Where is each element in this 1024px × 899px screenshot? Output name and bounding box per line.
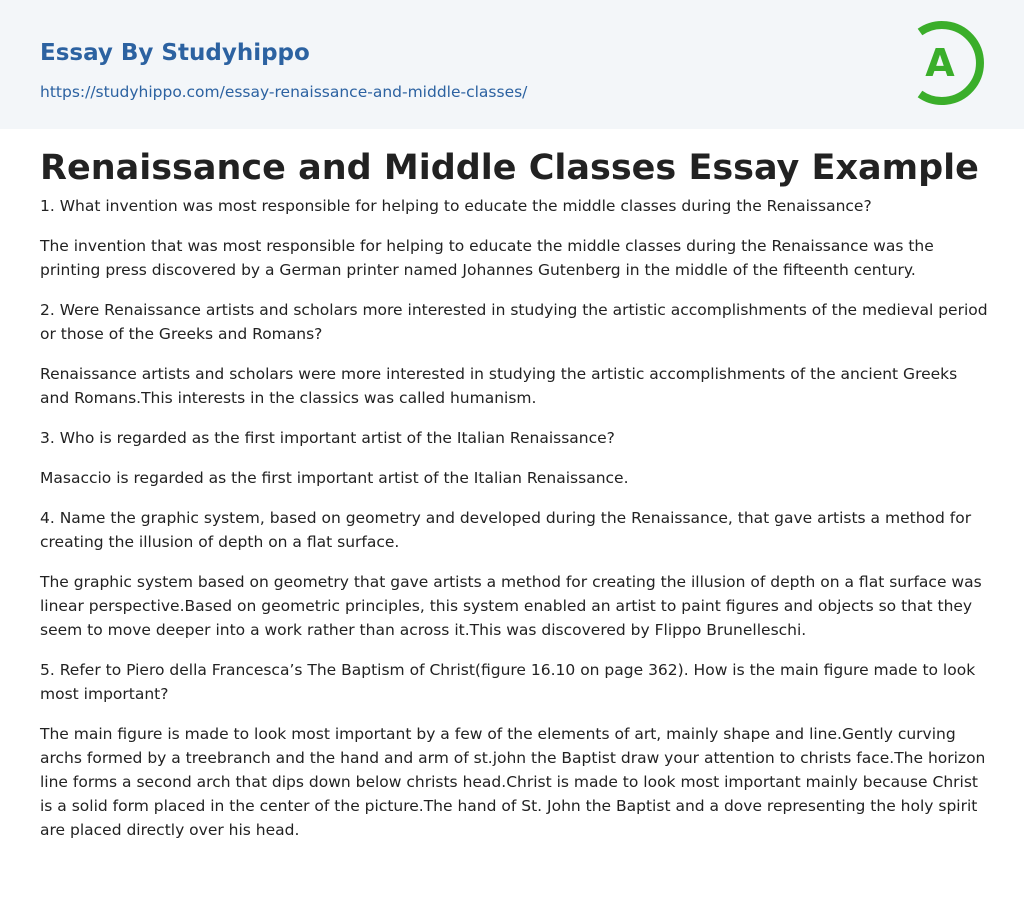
article <box>40 146 988 858</box>
question-2: 2. Were Renaissance artists and scholars more interested in studying the artistic accomplishments of the medieval period or those of the Greeks and Romans? <box>40 301 988 343</box>
answer-1: The invention that was most responsible for helping to educate the middle classes during the Renaissance was the printing press discovered by a German printer named Johannes Gutenberg in the middle of the fifteenth century. <box>40 237 934 279</box>
question-5: 5. Refer to Piero della Francesca’s The Baptism of Christ(figure 16.10 on page 362). How is the main figure made to look most important? <box>40 661 976 703</box>
studyhippo-logo-icon[interactable] <box>908 18 992 108</box>
answer-2: Renaissance artists and scholars were more interested in studying the artistic accomplishments of the ancient Greeks and Romans.This interests in the classics was called humanism. <box>40 365 958 407</box>
page-title: Renaissance and Middle Classes Essay Example <box>40 148 979 188</box>
site-header <box>0 0 1024 129</box>
question-4: 4. Name the graphic system, based on geometry and developed during the Renaissance, that gave artists a method for creating the illusion of depth on a flat surface. <box>40 509 972 551</box>
brand-title[interactable]: Essay By Studyhippo <box>40 40 310 66</box>
article-body <box>40 194 988 842</box>
logo-letter: A <box>925 41 955 85</box>
answer-4: The graphic system based on geometry that gave artists a method for creating the illusion of depth on a flat surface was linear perspective.Based on geometric principles, this system enabled an artist to paint figures and objects so that they seem to move deeper into a work rather than across it.This was discovered by Flippo Brunelleschi. <box>40 573 982 639</box>
question-1: 1. What invention was most responsible for helping to educate the middle classes during the Renaissance? <box>40 197 872 215</box>
answer-3: Masaccio is regarded as the first important artist of the Italian Renaissance. <box>40 469 629 487</box>
question-3: 3. Who is regarded as the first important artist of the Italian Renaissance? <box>40 429 615 447</box>
source-url-link[interactable]: https://studyhippo.com/essay-renaissance-and-middle-classes/ <box>40 83 528 101</box>
answer-5: The main figure is made to look most important by a few of the elements of art, mainly shape and line.Gently curving archs formed by a treebranch and the hand and arm of st.john the Baptist draw your attention to christs face.The horizon line forms a second arch that dips down below christs head.Christ is made to look most important mainly because Christ is a solid form placed in the center of the picture.The hand of St. John the Baptist and a dove representing the holy spirit are placed directly over his head. <box>40 725 986 839</box>
